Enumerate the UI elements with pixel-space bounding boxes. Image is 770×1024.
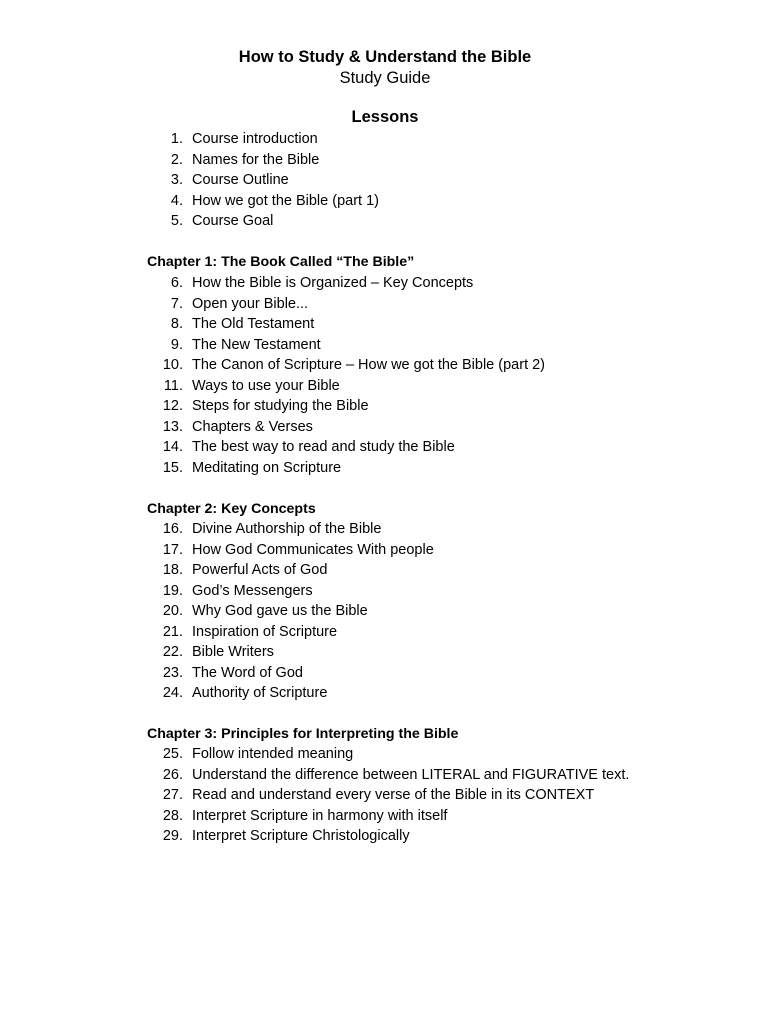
document-title: How to Study & Understand the Bible	[238, 48, 532, 66]
lesson-number: 9.	[170, 336, 183, 353]
lesson-title: Course Goal	[192, 213, 274, 229]
lesson-title: Names for the Bible	[192, 151, 320, 168]
lesson-number: 22.	[162, 644, 183, 660]
chapter-1-heading: Chapter 1: The Book Called “The Bible”	[147, 254, 415, 270]
lesson-title: The Canon of Scripture – How we got the Bible (part 2)	[192, 357, 546, 373]
lesson-title: Inspiration of Scripture	[192, 623, 338, 640]
lesson-title: How God Communicates With people	[192, 541, 434, 558]
lesson-number: 15.	[162, 459, 183, 476]
chapter-3-heading: Chapter 3: Principles for Interpreting the Bible	[147, 726, 459, 742]
lesson-number: 3.	[170, 172, 183, 188]
lesson-number: 20.	[162, 603, 183, 619]
lesson-number: 29.	[162, 828, 183, 844]
lesson-number: 24.	[162, 685, 183, 701]
lesson-title: How the Bible is Organized – Key Concepts	[192, 275, 474, 291]
lesson-number: 4.	[170, 192, 183, 209]
lesson-title: Chapters & Verses	[192, 418, 313, 435]
lesson-title: The Old Testament	[192, 316, 315, 332]
lesson-title: Open your Bible...	[192, 295, 309, 312]
lesson-number: 8.	[170, 316, 183, 332]
lesson-title: God’s Messengers	[192, 582, 313, 599]
lesson-title: The best way to read and study the Bible	[192, 439, 455, 455]
lesson-number: 14.	[162, 439, 183, 455]
lesson-title: Course Outline	[192, 172, 289, 188]
lesson-title: Meditating on Scripture	[192, 459, 342, 476]
lesson-number: 27.	[162, 787, 183, 803]
lesson-title: The New Testament	[192, 336, 321, 353]
lesson-title: Bible Writers	[192, 644, 274, 660]
lesson-number: 13.	[162, 418, 183, 435]
lesson-number: 23.	[162, 664, 183, 681]
lesson-title: Follow intended meaning	[192, 746, 354, 762]
lesson-title: How we got the Bible (part 1)	[192, 192, 379, 209]
lesson-number: 1.	[170, 131, 183, 147]
lesson-title: Understand the difference between LITERAL and FIGURATIVE text.	[192, 766, 630, 783]
lesson-number: 16.	[162, 521, 183, 537]
lesson-number: 6.	[170, 275, 183, 291]
lesson-title: Course introduction	[192, 131, 318, 147]
lesson-title: Read and understand every verse of the Bible in its CONTEXT	[192, 787, 595, 803]
document-subtitle: Study Guide	[339, 69, 431, 87]
lesson-number: 5.	[170, 213, 183, 229]
lesson-number: 25.	[162, 746, 183, 762]
lessons-heading: Lessons	[351, 108, 419, 126]
lesson-title: Powerful Acts of God	[192, 562, 328, 578]
lesson-number: 2.	[170, 151, 183, 168]
lesson-title: The Word of God	[192, 664, 303, 681]
lesson-number: 10.	[162, 357, 183, 373]
lesson-title: Ways to use your Bible	[192, 377, 340, 394]
lesson-title: Steps for studying the Bible	[192, 398, 369, 414]
lesson-title: Authority of Scripture	[192, 685, 328, 701]
lesson-title: Interpret Scripture in harmony with itself	[192, 807, 448, 824]
lesson-number: 12.	[162, 398, 183, 414]
chapter-2-heading: Chapter 2: Key Concepts	[147, 501, 316, 517]
lesson-title: Divine Authorship of the Bible	[192, 521, 382, 537]
lesson-number: 11.	[163, 377, 183, 394]
lesson-number: 7.	[170, 295, 183, 312]
lesson-number: 18.	[162, 562, 183, 578]
lesson-number: 21.	[162, 623, 183, 640]
lesson-title: Interpret Scripture Christologically	[192, 828, 410, 844]
lesson-number: 19.	[162, 582, 183, 599]
lesson-number: 17.	[162, 541, 183, 558]
lesson-number: 26.	[162, 766, 183, 783]
lesson-number: 28.	[162, 807, 183, 824]
lesson-title: Why God gave us the Bible	[192, 603, 368, 619]
